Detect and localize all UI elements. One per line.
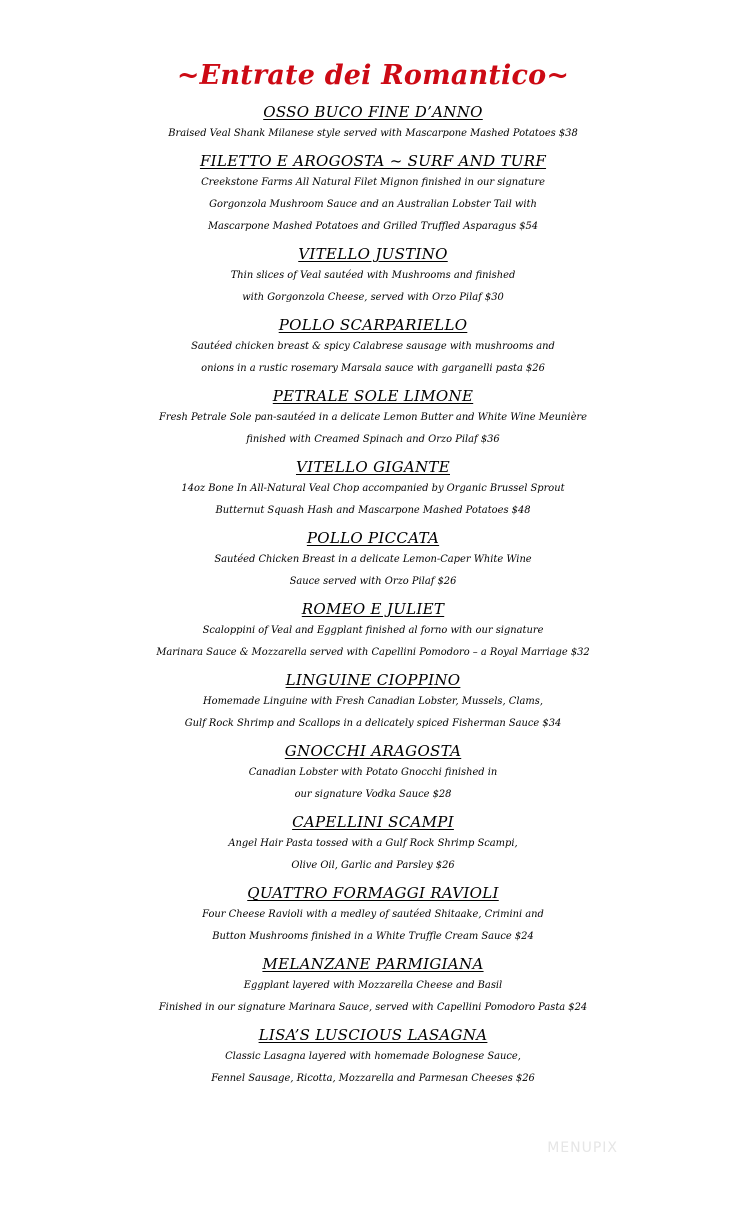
menu-item — [0, 150, 746, 238]
dish-description-line: onions in a rustic rosemary Marsala sauce with garganelli pasta $26 — [201, 363, 545, 374]
dish-name: OSSO BUCO FINE D’ANNO — [263, 103, 483, 121]
menu-item — [0, 527, 746, 593]
dish-description — [0, 172, 746, 238]
dish-description-line: Marinara Sauce & Mozzarella served with Capellini Pomodoro – a Royal Marriage $32 — [156, 647, 590, 658]
dish-name: VITELLO JUSTINO — [298, 245, 448, 263]
menu-title: ~Entrate dei Romantico~ — [176, 60, 570, 91]
dish-name: LINGUINE CIOPPINO — [285, 671, 461, 689]
dish-description-line: Creekstone Farms All Natural Filet Mignon finished in our signature — [201, 177, 545, 188]
dish-description-line: 14oz Bone In All-Natural Veal Chop accompanied by Organic Brussel Sprout — [181, 483, 565, 494]
dish-description-line: Eggplant layered with Mozzarella Cheese and Basil — [243, 980, 503, 991]
dish-description — [0, 620, 746, 664]
dish-list — [0, 101, 746, 1090]
menu-item — [0, 314, 746, 380]
dish-description — [0, 336, 746, 380]
menu-item — [0, 953, 746, 1019]
dish-description-line: Homemade Linguine with Fresh Canadian Lobster, Mussels, Clams, — [203, 696, 543, 707]
watermark: MENUPIX — [547, 1140, 618, 1156]
dish-description-line: Mascarpone Mashed Potatoes and Grilled Truffled Asparagus $54 — [207, 221, 539, 232]
dish-description — [0, 904, 746, 948]
dish-description-line: finished with Creamed Spinach and Orzo Pilaf $36 — [246, 434, 500, 445]
dish-description-line: Thin slices of Veal sautéed with Mushrooms and finished — [230, 270, 516, 281]
dish-description-line: Butternut Squash Hash and Mascarpone Mashed Potatoes $48 — [215, 505, 531, 516]
dish-description-line: Scaloppini of Veal and Eggplant finished al forno with our signature — [202, 625, 544, 636]
dish-description — [0, 1046, 746, 1090]
dish-description-line: Button Mushrooms finished in a White Truffle Cream Sauce $24 — [212, 931, 534, 942]
dish-description-line: our signature Vodka Sauce $28 — [294, 789, 452, 800]
dish-name: QUATTRO FORMAGGI RAVIOLI — [247, 884, 499, 902]
dish-name: POLLO SCARPARIELLO — [278, 316, 468, 334]
dish-name: CAPELLINI SCAMPI — [292, 813, 454, 831]
dish-name: VITELLO GIGANTE — [295, 458, 450, 476]
dish-name: PETRALE SOLE LIMONE — [272, 387, 474, 405]
dish-description-line: Gulf Rock Shrimp and Scallops in a delicately spiced Fisherman Sauce $34 — [184, 718, 562, 729]
dish-name: LISA’S LUSCIOUS LASAGNA — [258, 1026, 488, 1044]
menu-item — [0, 1024, 746, 1090]
dish-description-line: Sautéed chicken breast & spicy Calabrese sausage with mushrooms and — [191, 341, 555, 352]
dish-description-line: Sautéed Chicken Breast in a delicate Lemon-Caper White Wine — [214, 554, 532, 565]
dish-description-line: Canadian Lobster with Potato Gnocchi finished in — [248, 767, 498, 778]
dish-description — [0, 407, 746, 451]
dish-description-line: Classic Lasagna layered with homemade Bolognese Sauce, — [225, 1051, 521, 1062]
dish-name: FILETTO E AROGOSTA ~ SURF AND TURF — [199, 152, 547, 170]
dish-description — [0, 123, 746, 145]
menu-item — [0, 740, 746, 806]
menu-item — [0, 243, 746, 309]
dish-description-line: Fresh Petrale Sole pan-sautéed in a delicate Lemon Butter and White Wine Meunière — [159, 412, 587, 423]
menu-item — [0, 101, 746, 145]
dish-description — [0, 762, 746, 806]
dish-name: POLLO PICCATA — [306, 529, 440, 547]
menu-item — [0, 811, 746, 877]
dish-description — [0, 833, 746, 877]
menu-item — [0, 882, 746, 948]
menu-item — [0, 669, 746, 735]
dish-description-line: with Gorgonzola Cheese, served with Orzo Pilaf $30 — [242, 292, 504, 303]
dish-description-line: Finished in our signature Marinara Sauce, served with Capellini Pomodoro Pasta $24 — [158, 1002, 588, 1013]
dish-name: MELANZANE PARMIGIANA — [262, 955, 484, 973]
dish-description — [0, 478, 746, 522]
dish-description-line: Gorgonzola Mushroom Sauce and an Australian Lobster Tail with — [209, 199, 537, 210]
dish-description-line: Four Cheese Ravioli with a medley of sautéed Shitaake, Crimini and — [202, 909, 544, 920]
dish-description — [0, 975, 746, 1019]
dish-description-line: Fennel Sausage, Ricotta, Mozzarella and Parmesan Cheeses $26 — [211, 1073, 535, 1084]
dish-description — [0, 265, 746, 309]
dish-description-line: Sauce served with Orzo Pilaf $26 — [289, 576, 457, 587]
dish-name: ROMEO E JULIET — [301, 600, 445, 618]
dish-description-line: Braised Veal Shank Milanese style served with Mascarpone Mashed Potatoes $38 — [168, 128, 578, 139]
dish-description-line: Angel Hair Pasta tossed with a Gulf Rock Shrimp Scampi, — [228, 838, 518, 849]
dish-description-line: Olive Oil, Garlic and Parsley $26 — [291, 860, 455, 871]
dish-name: GNOCCHI ARAGOSTA — [284, 742, 462, 760]
dish-description — [0, 691, 746, 735]
menu-item — [0, 385, 746, 451]
menu-item — [0, 456, 746, 522]
dish-description — [0, 549, 746, 593]
menu-item — [0, 598, 746, 664]
